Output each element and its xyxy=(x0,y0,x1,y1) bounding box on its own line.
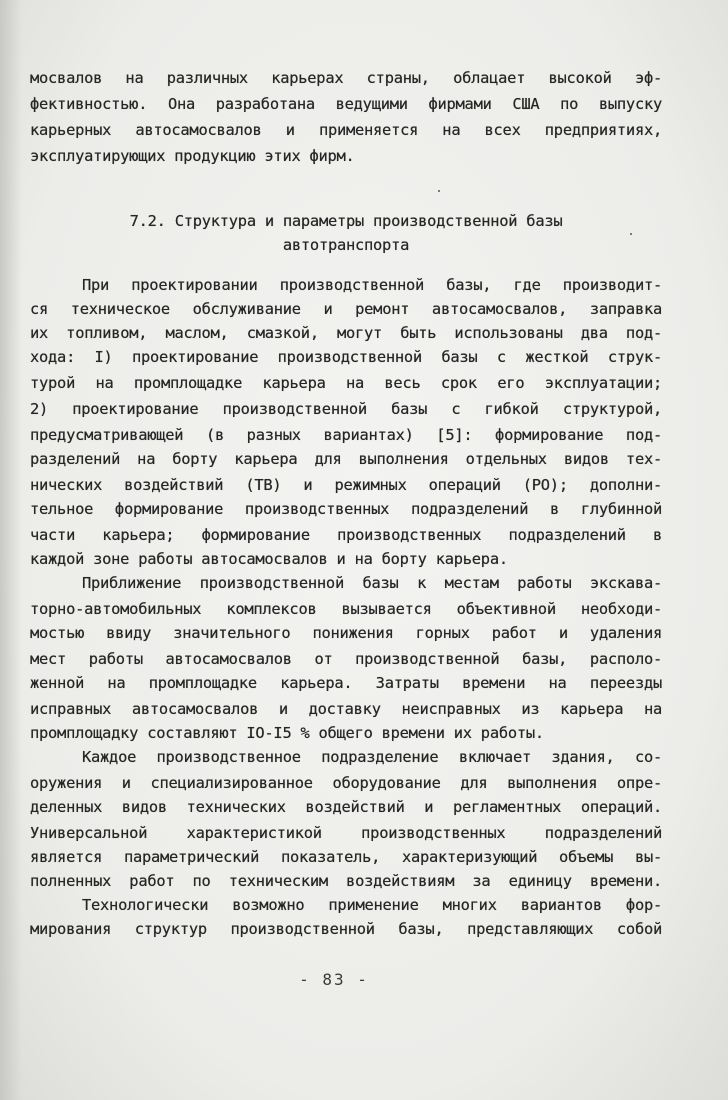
text-line: мирования структур производственной базы, представляющих собой xyxy=(30,920,662,938)
text-line: 2) проектирование производственной базы с гибкой структурой, xyxy=(30,400,662,418)
text-line: женной на промплощадке карьера. Затраты времени на переезды xyxy=(30,674,662,692)
text-line: промплощадку составляют IO-I5 % общего времени их работы. xyxy=(30,724,544,742)
paragraph-first-line: При проектировании производственной базы, где производит- xyxy=(82,276,662,294)
text-line: деленных видов технических воздействий и регламентных операций. xyxy=(30,798,662,816)
text-line: мест работы автосамосвалов от производственной базы, располо- xyxy=(30,650,662,668)
text-line: является параметрический показатель, характеризующий объемы вы- xyxy=(30,848,662,866)
text-line: торно-автомобильных комплексов вызывается объективной необходи- xyxy=(30,600,662,618)
text-line: фективностью. Она разработана ведущими фирмами США по выпуску xyxy=(30,95,662,113)
paragraph-first-line: Технологически возможно применение многих вариантов фор- xyxy=(82,896,662,914)
paragraph-first-line: Каждое производственное подразделение включает здания, со- xyxy=(82,748,662,766)
text-line: карьерных автосамосвалов и применяется на всех предприятиях, xyxy=(30,121,662,139)
text-line: тельное формирование производственных подразделений в глубинной xyxy=(30,500,662,518)
text-line: части карьера; формирование производственных подразделений в xyxy=(30,526,662,544)
page-edge-shadow xyxy=(0,0,22,1100)
text-line: их топливом, маслом, смазкой, могут быть использованы два под- xyxy=(30,324,662,342)
text-line: хода: I) проектирование производственной базы с жесткой струк- xyxy=(30,348,662,366)
text-line: оружения и специализированное оборудование для выполнения опре- xyxy=(30,774,662,792)
text-line: ся техническое обслуживание и ремонт автосамосвалов, заправка xyxy=(30,300,662,318)
scan-speck xyxy=(438,190,440,192)
paragraph-first-line: Приближение производственной базы к местам работы экскава- xyxy=(82,574,662,592)
text-line: Универсальной характеристикой производственных подразделений xyxy=(30,824,662,842)
section-heading-continued: автотранспорта xyxy=(282,236,410,254)
text-line: мостью ввиду значительного понижения горных работ и удаления xyxy=(30,624,662,642)
text-line: исправных автосамосвалов и доставку неисправных из карьера на xyxy=(30,700,662,718)
text-line: разделений на борту карьера для выполнения отдельных видов тех- xyxy=(30,450,662,468)
scan-speck xyxy=(630,233,632,235)
text-line: турой на промплощадке карьера на весь срок его эксплуатации; xyxy=(30,374,662,392)
text-line: нических воздействий (ТВ) и режимных операций (РО); дополни- xyxy=(30,476,662,494)
section-heading: 7.2. Структура и параметры производственной базы xyxy=(129,212,563,230)
text-line: полненных работ по техническим воздействиям за единицу времени. xyxy=(30,872,662,890)
text-line: эксплуатирующих продукцию этих фирм. xyxy=(30,147,355,165)
text-line: каждой зоне работы автосамосвалов и на борту карьера. xyxy=(30,550,508,568)
text-line: мосвалов на различных карьерах страны, облацает высокой эф- xyxy=(30,69,662,87)
page-number: - 83 - xyxy=(299,970,369,989)
text-line: предусматривающей (в разных вариантах) [5]: формирование под- xyxy=(30,426,662,444)
